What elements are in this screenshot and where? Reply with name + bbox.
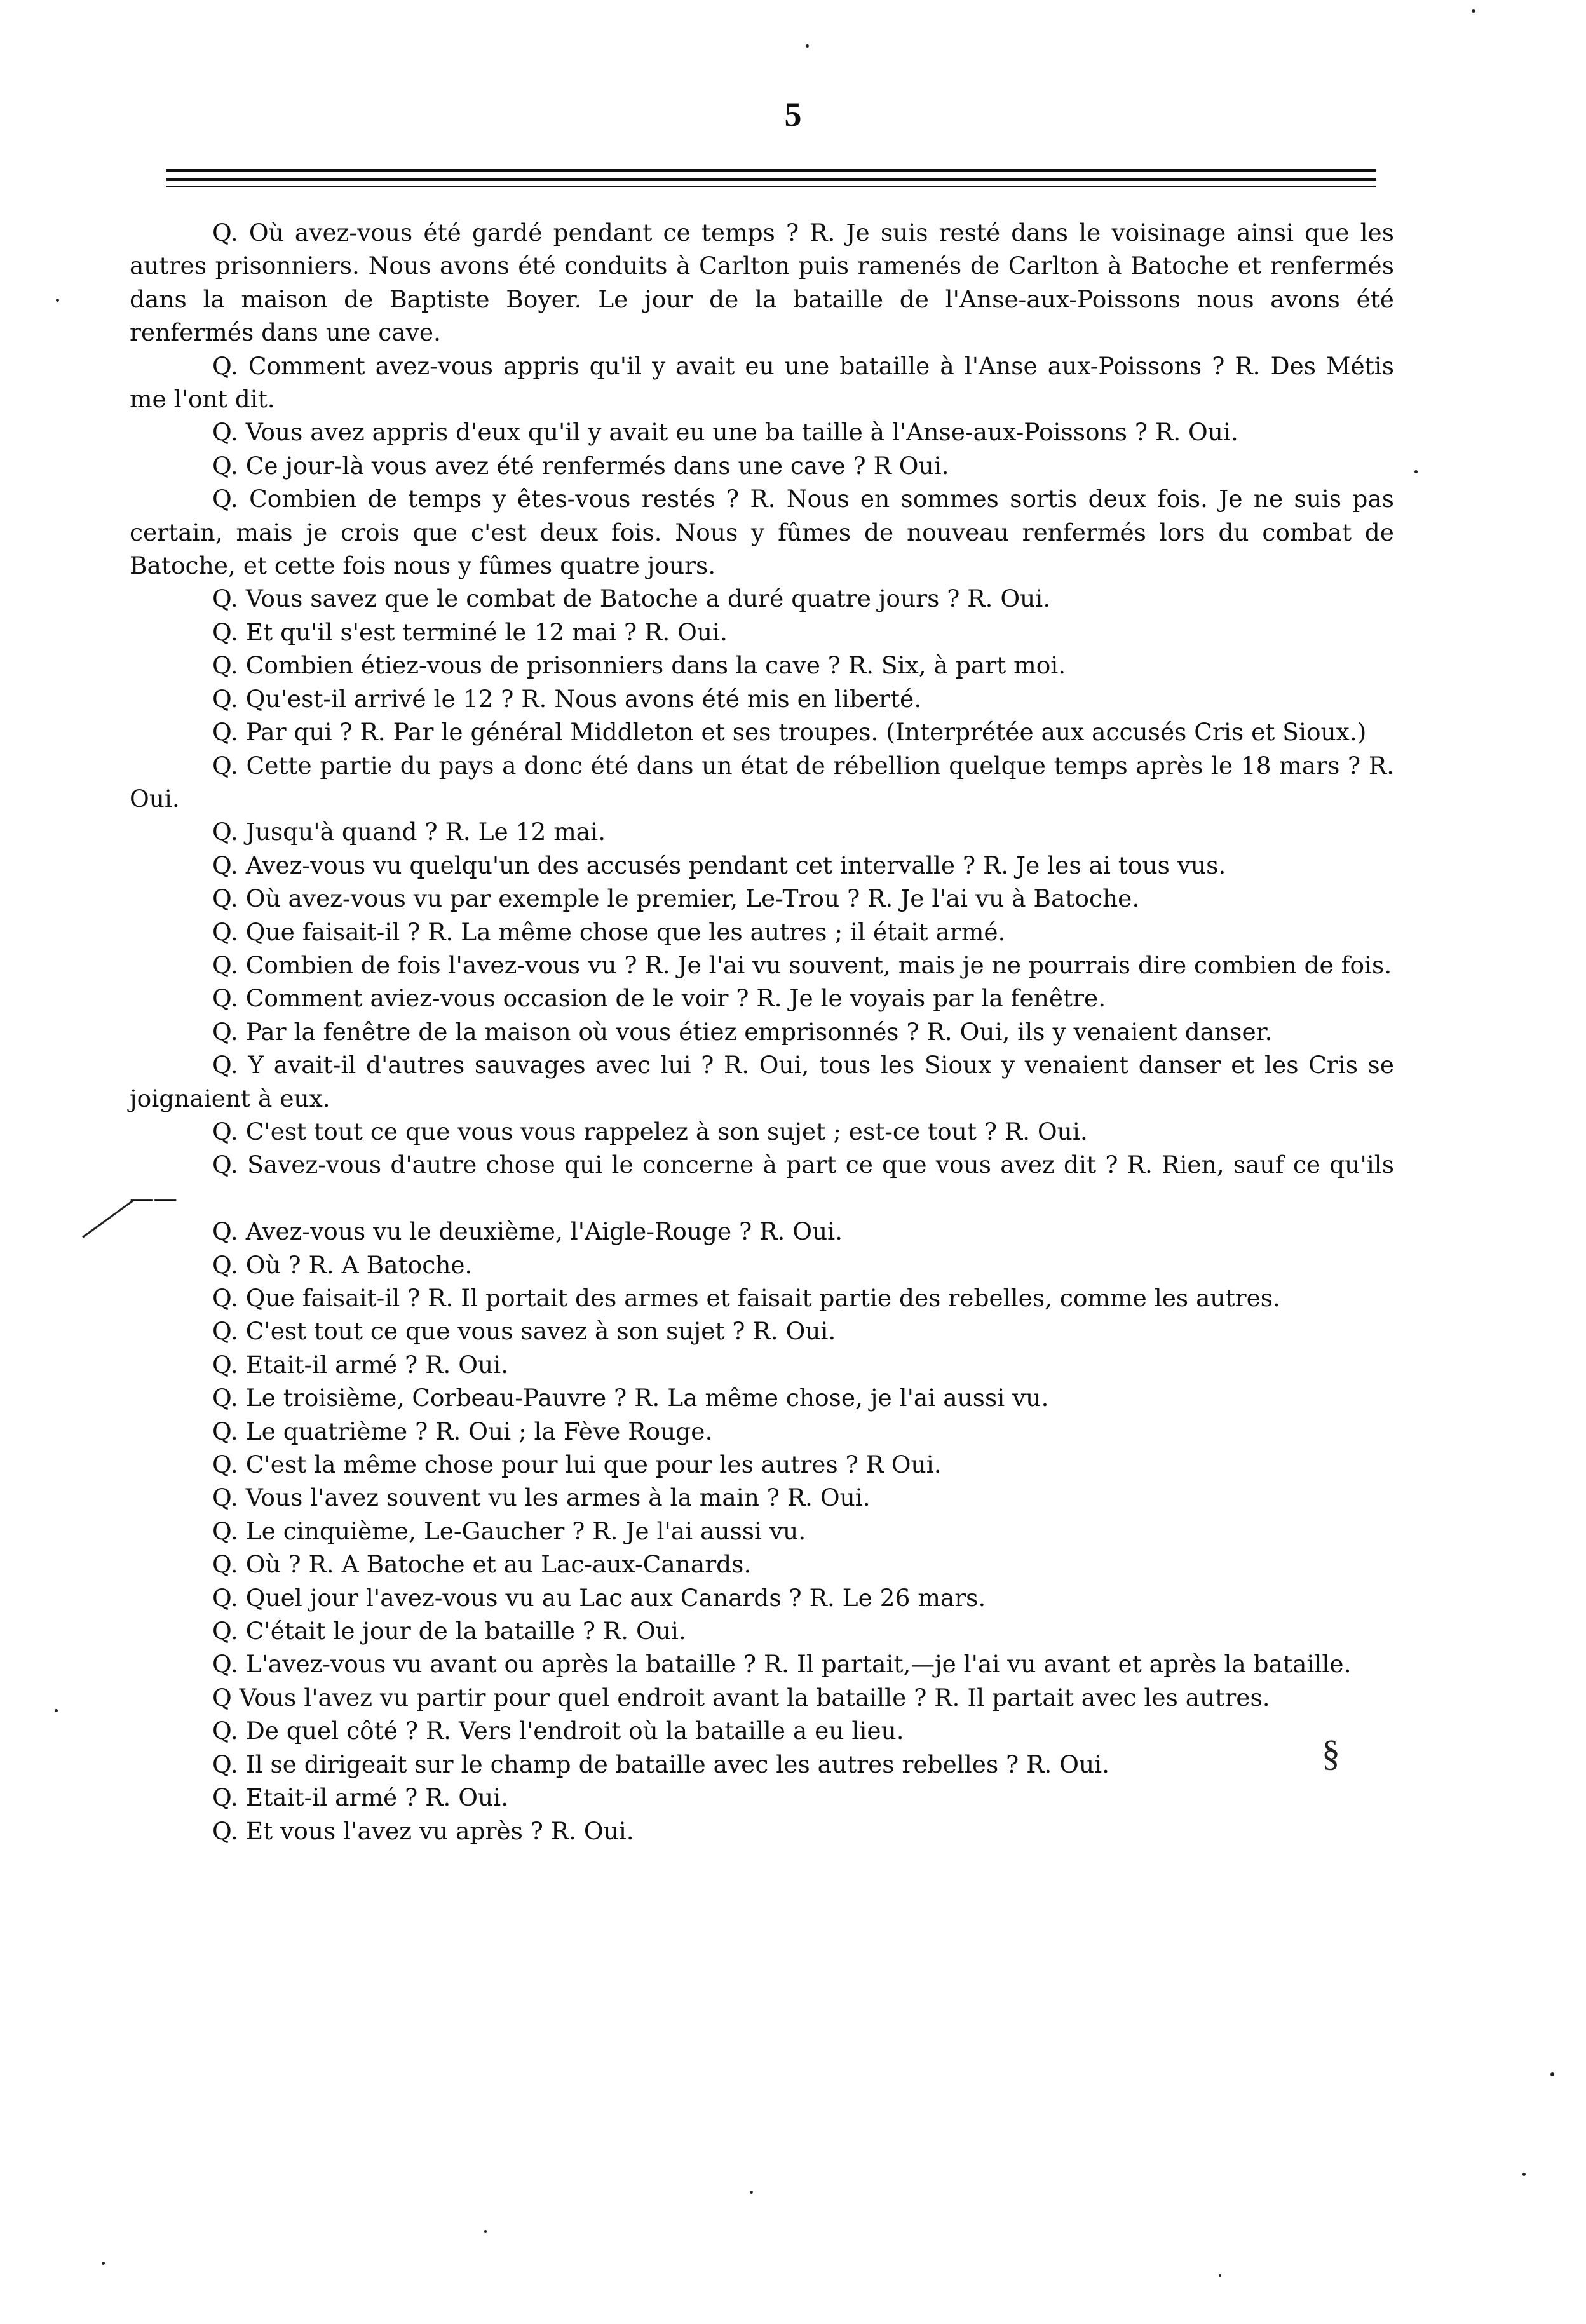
scan-speck: [806, 44, 809, 48]
header-rule: [166, 178, 1376, 181]
scan-speck: [55, 1709, 58, 1712]
paragraph: Q. Avez-vous vu quelqu'un des accusés pendant cet intervalle ? R. Je les ai tous vus.: [212, 851, 1226, 879]
scan-speck: [1472, 9, 1475, 13]
paragraph: Q. Combien de fois l'avez-vous vu ? R. Je l'ai vu souvent, mais je ne pourrais dire combien de fois.: [212, 950, 1392, 979]
paragraph: Q. Savez-vous d'autre chose qui le concerne à part ce que vous avez dit ? R. Rien, sauf ce qu'ils——: [130, 1151, 1394, 1212]
paragraph: Q. Que faisait-il ? R. Il portait des armes et faisait partie des rebelles, comme les autres.: [212, 1284, 1280, 1312]
paragraph: Q. Cette partie du pays a donc été dans un état de rébellion quelque temps après le 18 mars ? R. Oui.: [130, 751, 1394, 813]
paragraph: Q. Etait-il armé ? R. Oui.: [212, 1350, 509, 1379]
paragraph: Q. Où avez-vous vu par exemple le premier, Le-Trou ? R. Je l'ai vu à Batoche.: [212, 884, 1140, 913]
paragraph: Q. Et qu'il s'est terminé le 12 mai ? R. Oui.: [212, 618, 728, 646]
paragraph: Q. Le troisième, Corbeau-Pauvre ? R. La même chose, je l'ai aussi vu.: [212, 1384, 1049, 1412]
margin-mark: §: [1322, 1733, 1340, 1774]
paragraph: Q. Il se dirigeait sur le champ de bataille avec les autres rebelles ? R. Oui.: [212, 1750, 1110, 1778]
paragraph: Q. Par la fenêtre de la maison où vous étiez emprisonnés ? R. Oui, ils y venaient danser.: [212, 1017, 1273, 1046]
paragraph: Q. Vous l'avez souvent vu les armes à la main ? R. Oui.: [212, 1483, 871, 1512]
scan-speck: [1550, 2072, 1554, 2076]
paragraph: Q. Où ? R. A Batoche et au Lac-aux-Canards.: [212, 1550, 752, 1579]
margin-pen-stroke: [82, 1200, 133, 1238]
paragraph: Q. Le cinquième, Le-Gaucher ? R. Je l'ai aussi vu.: [212, 1517, 806, 1545]
paragraph: Q. Qu'est-il arrivé le 12 ? R. Nous avons été mis en liberté.: [212, 684, 922, 713]
paragraph: Q. L'avez-vous vu avant ou après la bataille ? R. Il partait,—je l'ai vu avant et après la bataille.: [212, 1650, 1352, 1679]
paragraph: Q. Par qui ? R. Par le général Middleton et ses troupes. (Interprétée aux accusés Cris et Sioux.): [212, 718, 1367, 747]
paragraph: Q. Avez-vous vu le deuxième, l'Aigle-Rouge ? R. Oui.: [212, 1217, 843, 1246]
scan-speck: [56, 299, 59, 302]
paragraph: Q. Combien de temps y êtes-vous restés ? R. Nous en sommes sortis deux fois. Je ne suis pas certain, mais je crois que c'est deux fois. Nous y fûmes de nouveau renfermés lors du combat de Batoche, et cette fois nous y fûmes quatre jours.: [130, 485, 1394, 580]
paragraph: Q. C'était le jour de la bataille ? R. Oui.: [212, 1617, 686, 1645]
paragraph: Q. Jusqu'à quand ? R. Le 12 mai.: [212, 818, 606, 846]
scan-speck: [750, 2191, 753, 2194]
header-rule: [166, 186, 1376, 187]
paragraph: Q. Le quatrième ? R. Oui ; la Fève Rouge.: [212, 1417, 713, 1445]
scan-speck: [102, 2262, 105, 2265]
paragraph: Q. C'est tout ce que vous savez à son sujet ? R. Oui.: [212, 1317, 836, 1346]
page-number: 5: [784, 95, 802, 133]
paragraph: Q. C'est la même chose pour lui que pour les autres ? R Oui.: [212, 1450, 942, 1479]
paragraph: Q. Et vous l'avez vu après ? R. Oui.: [212, 1816, 634, 1845]
paragraph: Q. Où avez-vous été gardé pendant ce temps ? R. Je suis resté dans le voisinage ainsi que les autres prisonniers. Nous avons été conduits à Carlton puis ramenés de Carlton à Batoche et renfermés dans la maison de Baptiste Boyer. Le jour de la bataille de l'Anse-aux-Poissons nous avons été renfermés dans une cave.: [130, 219, 1394, 347]
scan-speck: [1522, 2173, 1526, 2176]
header-rule: [166, 169, 1376, 172]
paragraph: Q. Y avait-il d'autres sauvages avec lui ? R. Oui, tous les Sioux y venaient danser et les Cris se joignaient à eux.: [130, 1051, 1394, 1112]
paragraph: Q. Où ? R. A Batoche.: [212, 1250, 473, 1279]
scan-speck: [1219, 2274, 1221, 2277]
paragraph: Q. Etait-il armé ? R. Oui.: [212, 1783, 509, 1812]
paragraph: Q. De quel côté ? R. Vers l'endroit où la bataille a eu lieu.: [212, 1717, 904, 1745]
paragraph: Q. Combien étiez-vous de prisonniers dans la cave ? R. Six, à part moi.: [212, 651, 1066, 680]
paragraph: Q. Que faisait-il ? R. La même chose que les autres ; il était armé.: [212, 917, 1006, 946]
testimony-text: [130, 216, 1394, 1848]
scan-speck: [1414, 470, 1418, 473]
paragraph: Q. Vous savez que le combat de Batoche a duré quatre jours ? R. Oui.: [212, 584, 1051, 613]
scan-speck: [484, 2230, 487, 2233]
paragraph: Q. Ce jour-là vous avez été renfermés dans une cave ? R Oui.: [212, 451, 949, 480]
paragraph: Q. Quel jour l'avez-vous vu au Lac aux Canards ? R. Le 26 mars.: [212, 1583, 986, 1612]
paragraph: Q. Vous avez appris d'eux qu'il y avait eu une ba taille à l'Anse-aux-Poissons ? R. Oui.: [212, 418, 1238, 447]
paragraph: Q. Comment avez-vous appris qu'il y avait eu une bataille à l'Anse aux-Poissons ? R. Des Métis me l'ont dit.: [130, 351, 1394, 414]
paragraph: Q. Comment aviez-vous occasion de le voir ? R. Je le voyais par la fenêtre.: [212, 984, 1106, 1013]
paragraph: Q Vous l'avez vu partir pour quel endroit avant la bataille ? R. Il partait avec les autres.: [212, 1683, 1270, 1712]
paragraph: Q. C'est tout ce que vous vous rappelez à son sujet ; est-ce tout ? R. Oui.: [212, 1117, 1088, 1145]
